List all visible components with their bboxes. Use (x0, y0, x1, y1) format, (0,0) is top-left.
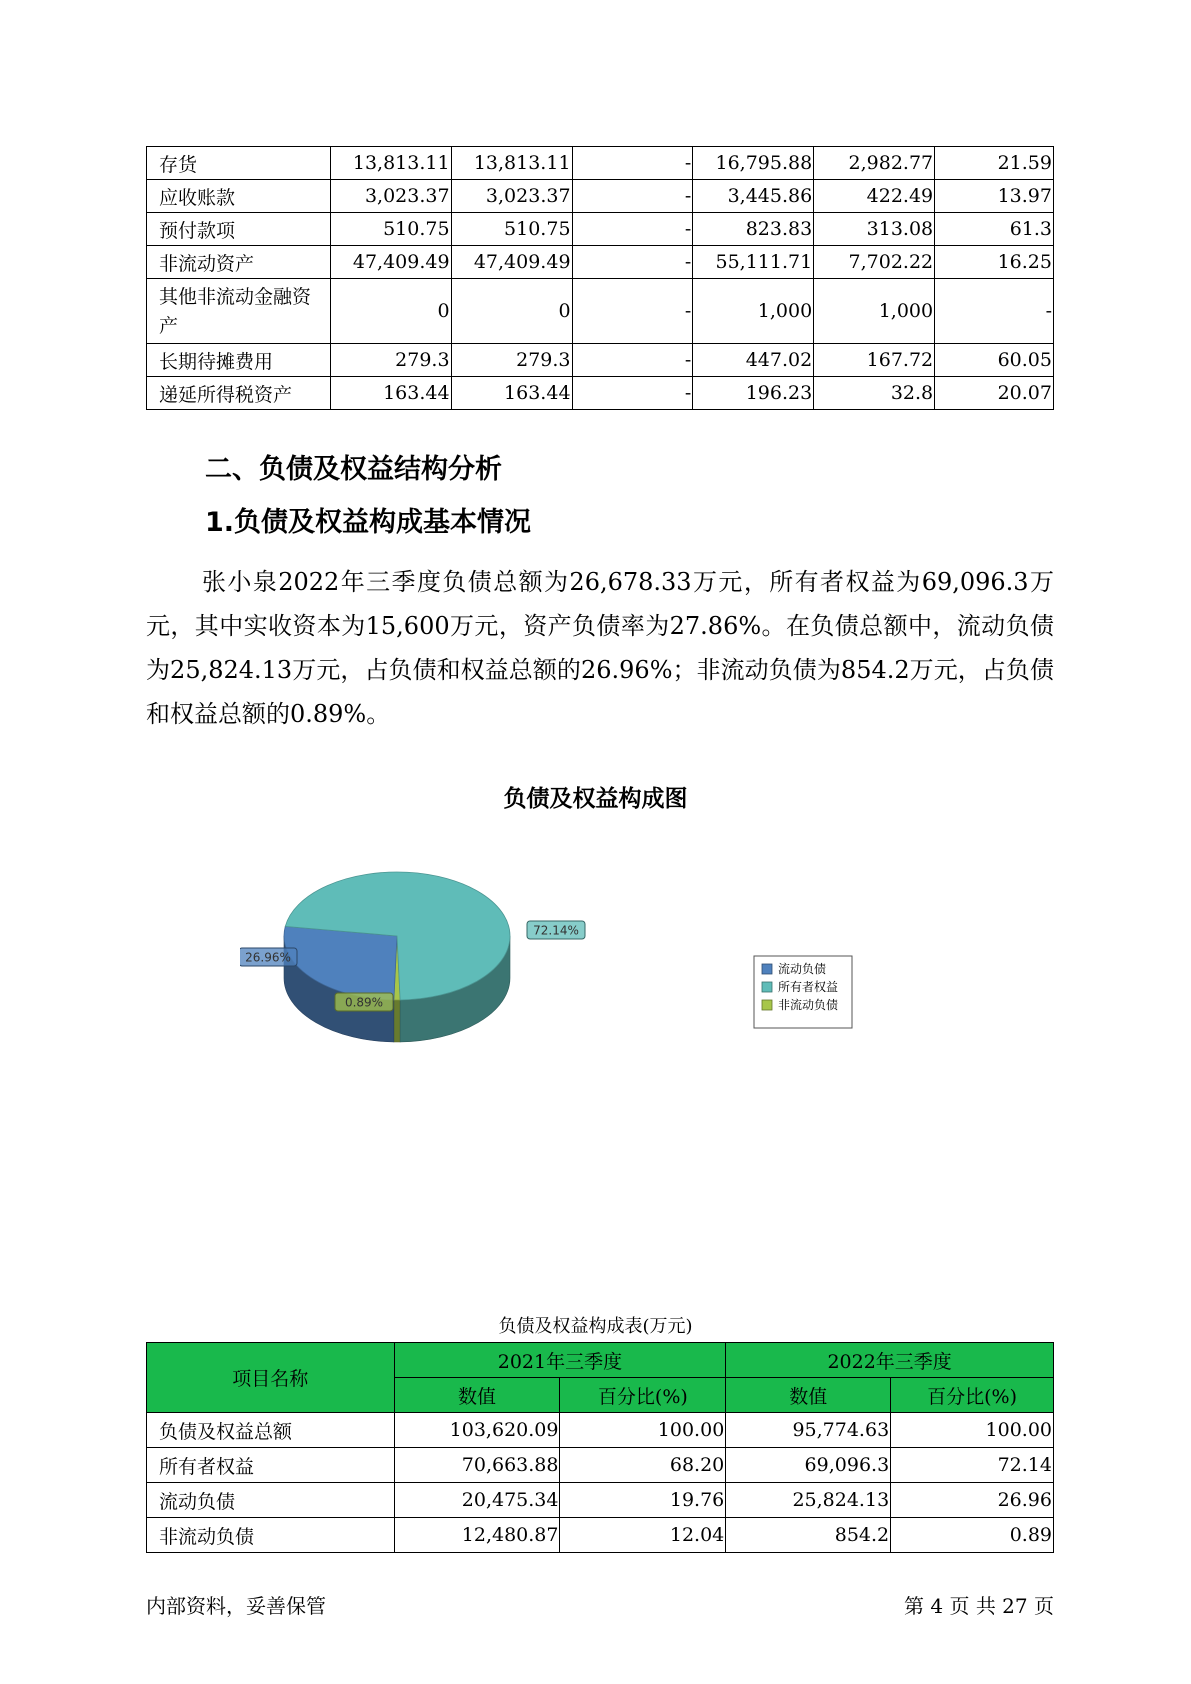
header-percent: 百分比(%) (891, 1378, 1054, 1413)
pie-data-label: 0.89% (344, 995, 384, 1010)
cell-value: 163.44 (330, 377, 451, 410)
row-label: 长期待摊费用 (147, 344, 331, 377)
header-value: 数值 (394, 1378, 560, 1413)
footer-page-number: 第 4 页 共 27 页 (904, 1594, 1054, 1618)
cell-value: 13.97 (935, 180, 1054, 213)
pie-chart (240, 850, 880, 1110)
table-header-row (147, 1343, 1054, 1378)
header-value: 数值 (726, 1378, 891, 1413)
cell-value: 1,000 (693, 279, 814, 344)
row-label: 非流动资产 (147, 246, 331, 279)
cell-value: - (572, 344, 693, 377)
table-caption: 负债及权益构成表(万元) (498, 1316, 693, 1337)
cell-value: 47,409.49 (330, 246, 451, 279)
row-label: 其他非流动金融资产 (147, 279, 331, 344)
legend-swatch (762, 982, 772, 992)
cell-percent: 0.89 (891, 1518, 1054, 1553)
header-item-name: 项目名称 (147, 1343, 395, 1413)
header-percent: 百分比(%) (560, 1378, 726, 1413)
cell-value: - (572, 213, 693, 246)
legend-swatch (762, 1000, 772, 1010)
cell-value: 510.75 (330, 213, 451, 246)
cell-value: 16,795.88 (693, 147, 814, 180)
row-label: 存货 (147, 147, 331, 180)
cell-value: 103,620.09 (394, 1413, 560, 1448)
cell-value: 279.3 (330, 344, 451, 377)
cell-value: 854.2 (726, 1518, 891, 1553)
cell-value: 3,023.37 (451, 180, 572, 213)
cell-value: - (572, 147, 693, 180)
cell-percent: 12.04 (560, 1518, 726, 1553)
table-row (147, 147, 1054, 180)
table-row (147, 377, 1054, 410)
header-year-2021: 2021年三季度 (394, 1343, 726, 1378)
cell-value: 13,813.11 (330, 147, 451, 180)
cell-value: - (572, 279, 693, 344)
cell-value: 20,475.34 (394, 1483, 560, 1518)
cell-value: 20.07 (935, 377, 1054, 410)
chart-title: 负债及权益构成图 (503, 786, 688, 812)
cell-value: 279.3 (451, 344, 572, 377)
cell-value: 3,445.86 (693, 180, 814, 213)
cell-value: 13,813.11 (451, 147, 572, 180)
legend-label: 流动负债 (778, 962, 827, 976)
header-year-2022: 2022年三季度 (726, 1343, 1054, 1378)
cell-value: 196.23 (693, 377, 814, 410)
cell-percent: 100.00 (891, 1413, 1054, 1448)
legend-label: 所有者权益 (778, 980, 839, 994)
liability-equity-table (146, 1342, 1054, 1553)
cell-value: 32.8 (814, 377, 935, 410)
body-paragraph: 张小泉2022年三季度负债总额为26,678.33万元，所有者权益为69,096.3万元，其中实收资本为15,600万元，资产负债率为27.86%。在负债总额中，流动负债为25,824.13万元，占负债和权益总额的26.96%；非流动负债为854.2万元，占负债和权益总额的0.89%。 (146, 568, 1054, 728)
pie-slice-side (394, 1000, 400, 1042)
pie-data-label: 72.14% (533, 923, 579, 938)
table-row (147, 1518, 1054, 1553)
cell-value: 55,111.71 (693, 246, 814, 279)
cell-value: 447.02 (693, 344, 814, 377)
table-row (147, 344, 1054, 377)
chart-legend (754, 956, 852, 1028)
cell-value: 422.49 (814, 180, 935, 213)
cell-value: 7,702.22 (814, 246, 935, 279)
table-row (147, 279, 1054, 344)
cell-value: 47,409.49 (451, 246, 572, 279)
cell-value: 95,774.63 (726, 1413, 891, 1448)
cell-value: 163.44 (451, 377, 572, 410)
row-label: 递延所得税资产 (147, 377, 331, 410)
row-label: 预付款项 (147, 213, 331, 246)
cell-value: 167.72 (814, 344, 935, 377)
asset-table (146, 146, 1054, 410)
legend-swatch (762, 964, 772, 974)
cell-percent: 26.96 (891, 1483, 1054, 1518)
table-row (147, 180, 1054, 213)
cell-percent: 100.00 (560, 1413, 726, 1448)
cell-value: 69,096.3 (726, 1448, 891, 1483)
cell-value: 70,663.88 (394, 1448, 560, 1483)
cell-value: 823.83 (693, 213, 814, 246)
cell-value: 12,480.87 (394, 1518, 560, 1553)
table-row (147, 213, 1054, 246)
row-label: 非流动负债 (147, 1518, 395, 1553)
footer-confidential-note: 内部资料，妥善保管 (146, 1594, 326, 1618)
cell-percent: 19.76 (560, 1483, 726, 1518)
cell-value: 21.59 (935, 147, 1054, 180)
cell-value: 16.25 (935, 246, 1054, 279)
sub-heading: 1.负债及权益构成基本情况 (205, 507, 532, 538)
cell-value: 1,000 (814, 279, 935, 344)
cell-value: 510.75 (451, 213, 572, 246)
cell-percent: 68.20 (560, 1448, 726, 1483)
row-label: 应收账款 (147, 180, 331, 213)
cell-value: 2,982.77 (814, 147, 935, 180)
cell-value: 60.05 (935, 344, 1054, 377)
table-row (147, 1448, 1054, 1483)
table-row (147, 246, 1054, 279)
legend-label: 非流动负债 (778, 998, 839, 1012)
cell-value: 0 (451, 279, 572, 344)
cell-value: 3,023.37 (330, 180, 451, 213)
cell-value: 313.08 (814, 213, 935, 246)
table-row (147, 1483, 1054, 1518)
row-label: 流动负债 (147, 1483, 395, 1518)
row-label: 所有者权益 (147, 1448, 395, 1483)
pie-data-label: 26.96% (245, 950, 291, 965)
cell-value: 0 (330, 279, 451, 344)
pie-top-group (284, 872, 510, 1000)
cell-value: - (572, 246, 693, 279)
cell-value: 61.3 (935, 213, 1054, 246)
cell-value: - (572, 180, 693, 213)
row-label: 负债及权益总额 (147, 1413, 395, 1448)
table-row (147, 1413, 1054, 1448)
cell-value: - (572, 377, 693, 410)
section-heading: 二、负债及权益结构分析 (205, 454, 502, 485)
cell-value: 25,824.13 (726, 1483, 891, 1518)
cell-percent: 72.14 (891, 1448, 1054, 1483)
cell-value: - (935, 279, 1054, 344)
